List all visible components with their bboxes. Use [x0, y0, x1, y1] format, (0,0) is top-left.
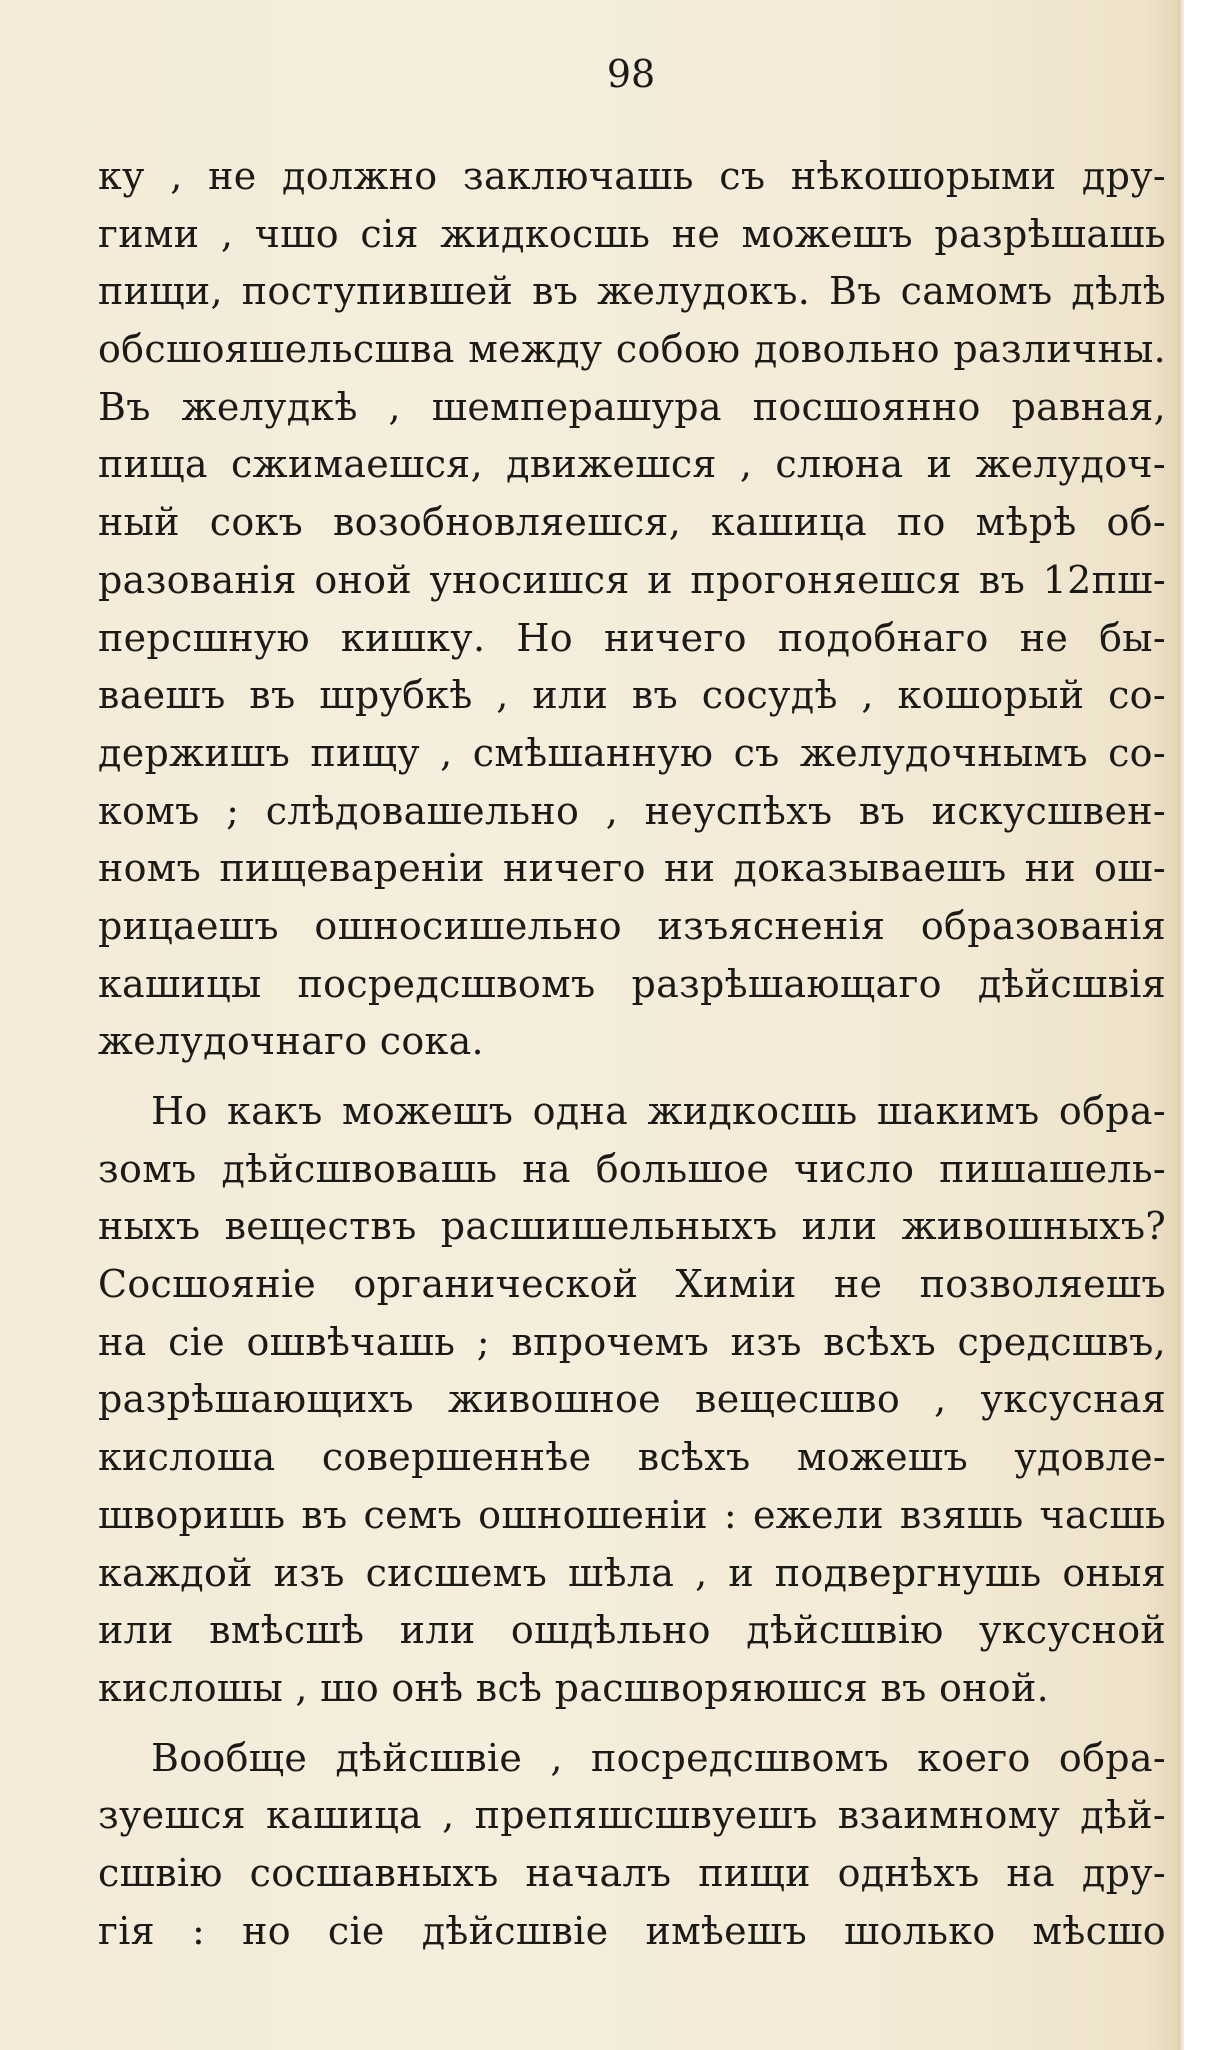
text-line: ныхъ веществъ расшишельныхъ или живошныхъ?: [98, 1204, 1166, 1249]
text-line: кашицы посредсшвомъ разрѣшающаго дѣйсшвія: [98, 961, 1166, 1006]
text-line: желудочнаго сока.: [98, 1019, 484, 1064]
text-line: обсшояшельсшва между собою довольно различны.: [98, 327, 1166, 372]
text-line: или вмѣсшѣ или ошдѣльно дѣйсшвію уксусной: [98, 1608, 1166, 1653]
text-line: шворишь въ семъ ошношеніи : ежели взяшь часшь: [98, 1492, 1166, 1537]
text-line: гими , чшо сія жидкосшь не можешъ разрѣшашь: [98, 211, 1166, 256]
text-line: держишъ пищу , смѣшанную съ желудочнымъ со-: [98, 730, 1166, 775]
text-line: пища сжимаешся, движешся , слюна и желудоч-: [98, 442, 1166, 487]
text-line: зуешся кашица , препяшсшвуешъ взаимному дѣй-: [98, 1793, 1166, 1838]
text-line: ку , не должно заключашь съ нѣкошорыми дру-: [98, 154, 1166, 198]
text-line: номъ пищевареніи ничего ни доказываешъ ни ош-: [98, 846, 1166, 891]
text-line: гія : но сіе дѣйсшвіе имѣешъ шолько мѣсшо: [98, 1908, 1166, 1953]
paragraph-1: [98, 148, 1166, 1071]
text-line: комъ ; слѣдовашельно , неуспѣхъ въ искусшвен-: [98, 788, 1166, 833]
text-line: зомъ дѣйсшвовашь на большое число пишашель-: [98, 1146, 1166, 1191]
text-line: персшную кишку. Но ничего подобнаго не бы-: [98, 615, 1166, 660]
text-line: сшвію сосшавныхъ началъ пищи однѣхъ на дру-: [98, 1850, 1166, 1895]
text-line: кислошы , шо онѣ всѣ расшворяюшся въ оной.: [98, 1665, 1049, 1710]
text-line: Сосшояніе органической Химіи не позволяешъ: [98, 1262, 1166, 1307]
text-line: разованія оной уносишся и прогоняешся въ 12пш-: [98, 557, 1166, 602]
text-line: пищи, поступившей въ желудокъ. Въ самомъ дѣлѣ: [98, 269, 1166, 314]
paragraph-3: [98, 1730, 1166, 1961]
page-number: 98: [606, 52, 656, 96]
text-line: рицаешъ ошносишельно изъясненія образованія: [98, 903, 1166, 948]
body-text: [98, 148, 1166, 1960]
text-line: ваешъ въ шрубкѣ , или въ сосудѣ , кошорый со-: [98, 673, 1166, 718]
text-line: Въ желудкѣ , шемперашура посшоянно равная,: [98, 384, 1166, 429]
text-line: Но какъ можешъ одна жидкосшь шакимъ обра-: [151, 1089, 1166, 1133]
text-line: ный сокъ возобновляешся, кашица по мѣрѣ об-: [98, 500, 1166, 545]
text-line: разрѣшающихъ живошное вещесшво , уксусная: [98, 1377, 1166, 1422]
paragraph-2: [98, 1083, 1166, 1718]
page-edge: [1178, 0, 1184, 2050]
text-line: кислоша совершеннѣе всѣхъ можешъ удовле-: [98, 1435, 1166, 1480]
text-line: на сіе ошвѣчашь ; впрочемъ изъ всѣхъ средсшвъ,: [98, 1319, 1166, 1364]
paragraph-gap: [98, 1718, 1166, 1730]
text-line: каждой изъ сисшемъ шѣла , и подвергнушь оныя: [98, 1550, 1166, 1595]
paragraph-gap: [98, 1071, 1166, 1083]
text-line: Вообще дѣйсшвіе , посредсшвомъ коего обра-: [151, 1735, 1166, 1780]
